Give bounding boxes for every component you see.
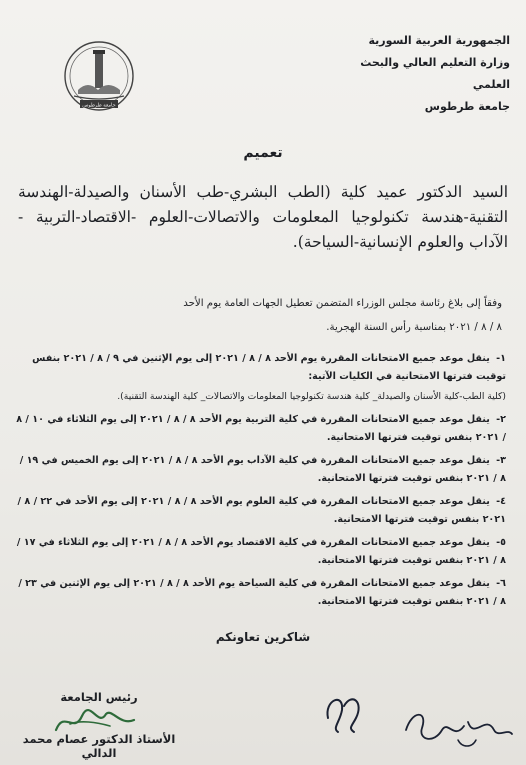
item-number: ١- [496,353,506,364]
item-number: ٦- [496,578,506,589]
university-seal-icon [62,40,136,116]
item-text: ينقل موعد جميع الامتحانات المقررة في كلية العلوم يوم الأحد ٨ / ٨ / ٢٠٢١ إلى يوم الأحد في ٢٢ / ٨ / ٢٠٢١ بنفس توقيت فترتها الامتحانية. [17,496,506,525]
header-ministry: وزارة التعليم العالي والبحث العلمي [360,56,510,91]
handwritten-initials [318,688,368,736]
list-item [16,452,506,488]
svg-text:جامعة طرطوس: جامعة طرطوس [82,102,116,109]
signer-title: رئيس الجامعة [60,690,138,704]
item-text: ينقل موعد جميع الامتحانات المقررة يوم الأحد ٨ / ٨ / ٢٠٢١ إلى يوم الإثنين في ٩ / ٨ / ٢٠٢١ بنفس توقيت فترتها الامتحانية في الكليات الآتية: [32,353,506,382]
intro-line-2: ٨ / ٨ / ٢٠٢١ بمناسبة رأس السنة الهجرية. [326,322,502,333]
item-note: (كلية الطب-كلية الأسنان والصيدلة_ كلية هندسة تكنولوجيا المعلومات والاتصالات_ كلية الهندسة التقنية). [117,391,506,402]
item-text: ينقل موعد جميع الامتحانات المقررة في كلية الآداب يوم الأحد ٨ / ٨ / ٢٠٢١ إلى يوم الخميس في ١٩ / ٨ / ٢٠٢١ بنفس توقيت فترتها الامتحانية. [19,455,506,484]
header-country: الجمهورية العربية السورية [368,34,510,47]
item-number: ٣- [496,455,506,466]
list-item [16,411,506,447]
list-item [16,350,506,406]
list-item [16,493,506,529]
intro-line-1: وفقاً إلى بلاغ رئاسة مجلس الوزراء المتضمن تعطيل الجهات العامة يوم الأحد [183,298,502,309]
item-text: ينقل موعد جميع الامتحانات المقررة في كلية الاقتصاد يوم الأحد ٨ / ٨ / ٢٠٢١ إلى يوم الثلاثاء في ١٧ / ٨ / ٢٠٢١ بنفس توقيت فترتها الامتحانية. [16,537,506,566]
item-text: ينقل موعد جميع الامتحانات المقررة في كلية التربية يوم الأحد ٨ / ٨ / ٢٠٢١ إلى يوم الثلاثاء في ١٠ / ٨ / ٢٠٢١ بنفس توقيت فترتها الامتحانية. [16,414,506,443]
closing-thanks: شاكرين تعاونكم [215,630,311,644]
handwritten-signature [398,700,518,752]
item-number: ٢- [496,414,506,425]
header-university: جامعة طرطوس [424,100,510,113]
item-number: ٤- [496,496,506,507]
item-number: ٥- [496,537,506,548]
list-item [16,534,506,570]
president-signature [50,704,140,738]
intro-paragraph [18,292,502,340]
signer-name: الأستاذ الدكتور عصام محمد الدالي [22,732,176,760]
addressee-paragraph: السيد الدكتور عميد كلية (الطب البشري-طب الأسنان والصيدلة-الهندسة التقنية-هندسة تكنولوجيا المعلومات والاتصالات-العلوم -الاقتصاد-التربية - الآداب والعلوم الإنسانية-السياحة). [18,183,508,251]
list-item [16,575,506,611]
document-title: تعميم [243,145,283,161]
letterhead [350,30,510,118]
decision-list [16,350,506,616]
item-text: ينقل موعد جميع الامتحانات المقررة في كلية السياحة يوم الأحد ٨ / ٨ / ٢٠٢١ إلى يوم الإثنين في ٢٣ / ٨ / ٢٠٢١ بنفس توقيت فترتها الامتحانية. [18,578,506,607]
